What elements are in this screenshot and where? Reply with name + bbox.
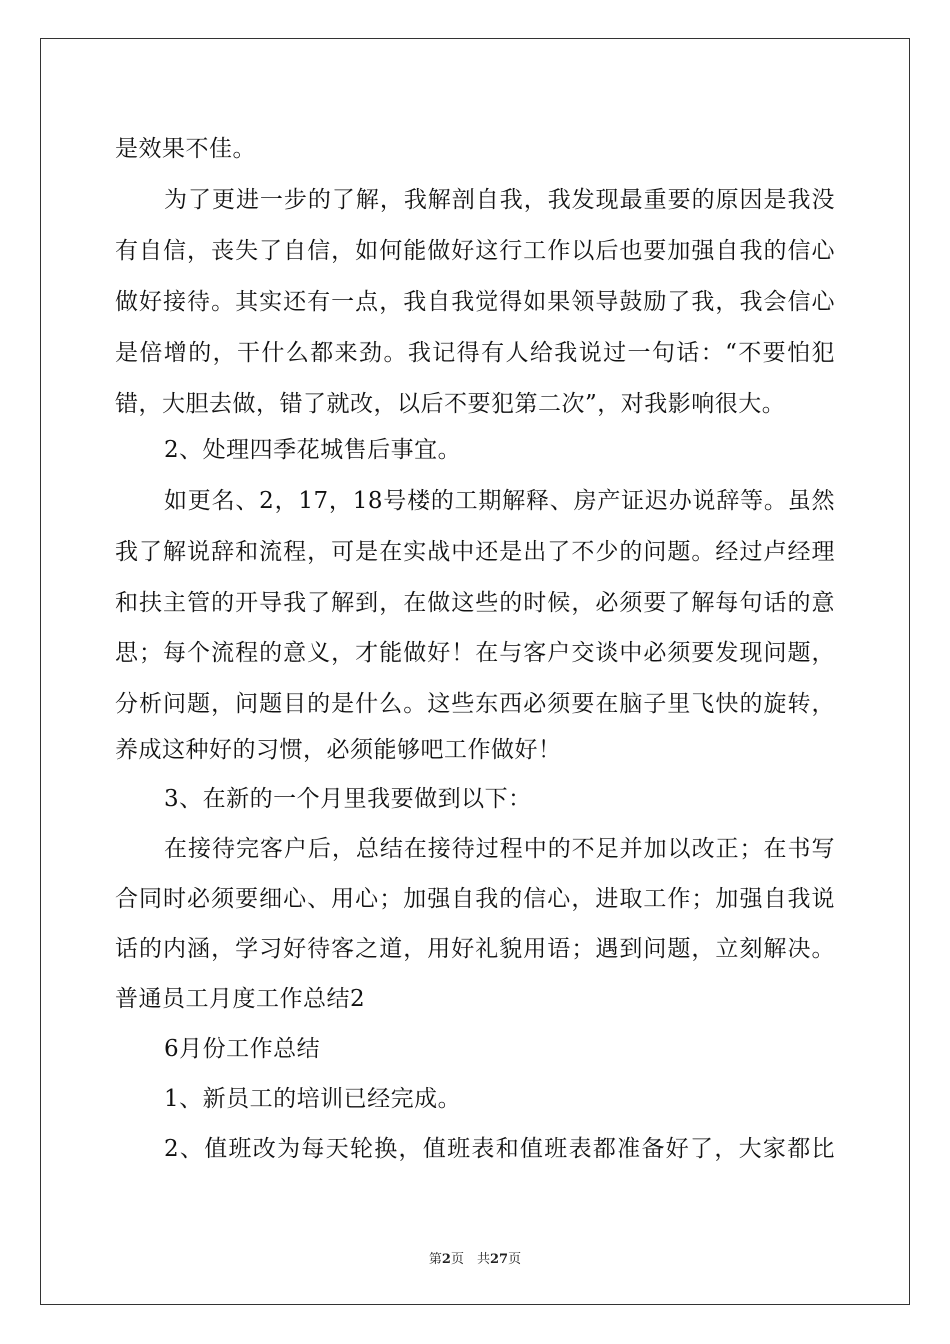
footer-prefix: 第 (428, 1252, 442, 1267)
section-heading: 普通员工月度工作总结2 (115, 986, 366, 1012)
text-line: 为了更进一步的了解，我解剖自我，我发现最重要的原因是我没 (164, 187, 835, 213)
total-page-count: 27 (489, 1252, 509, 1267)
current-page-number: 2 (441, 1252, 451, 1267)
page-footer (0, 1248, 950, 1267)
text-line: 2、值班改为每天轮换，值班表和值班表都准备好了，大家都比 (164, 1136, 835, 1162)
text-line: 话的内涵，学习好待客之道，用好礼貌用语；遇到问题，立刻解决。 (115, 936, 835, 962)
text-line: 6月份工作总结 (164, 1036, 321, 1062)
text-line: 做好接待。其实还有一点，我自我觉得如果领导鼓励了我，我会信心 (115, 289, 835, 315)
text-line: 和扶主管的开导我了解到，在做这些的时候，必须要了解每句话的意 (115, 590, 835, 616)
text-line: 我了解说辞和流程，可是在实战中还是出了不少的问题。经过卢经理 (115, 539, 835, 565)
page-border (40, 38, 910, 1305)
text-line: 分析问题，问题目的是什么。这些东西必须要在脑子里飞快的旋转， (115, 691, 835, 717)
text-line: 在接待完客户后，总结在接待过程中的不足并加以改正；在书写 (164, 836, 835, 862)
text-line: 错，大胆去做，错了就改，以后不要犯第二次”，对我影响很大。 (115, 391, 786, 417)
text-line: 养成这种好的习惯，必须能够吧工作做好！ (115, 737, 562, 763)
text-line: 1、新员工的培训已经完成。 (164, 1086, 462, 1112)
text-line: 思；每个流程的意义，才能做好！在与客户交谈中必须要发现问题， (115, 640, 835, 666)
text-line: 是效果不佳。 (115, 136, 256, 162)
text-line: 有自信，丧失了自信，如何能做好这行工作以后也要加强自我的信心 (115, 238, 835, 264)
text-line: 2、处理四季花城售后事宜。 (164, 437, 462, 463)
text-line: 合同时必须要细心、用心；加强自我的信心，进取工作；加强自我说 (115, 886, 835, 912)
text-line: 如更名、2，17，18号楼的工期解释、房产证迟办说辞等。虽然 (164, 488, 835, 514)
text-line: 3、在新的一个月里我要做到以下： (164, 786, 532, 812)
footer-suffix: 页 (508, 1252, 522, 1267)
footer-mid: 页 共 (450, 1252, 490, 1267)
text-line: 是倍增的，干什么都来劲。我记得有人给我说过一句话：“不要怕犯 (115, 340, 835, 366)
